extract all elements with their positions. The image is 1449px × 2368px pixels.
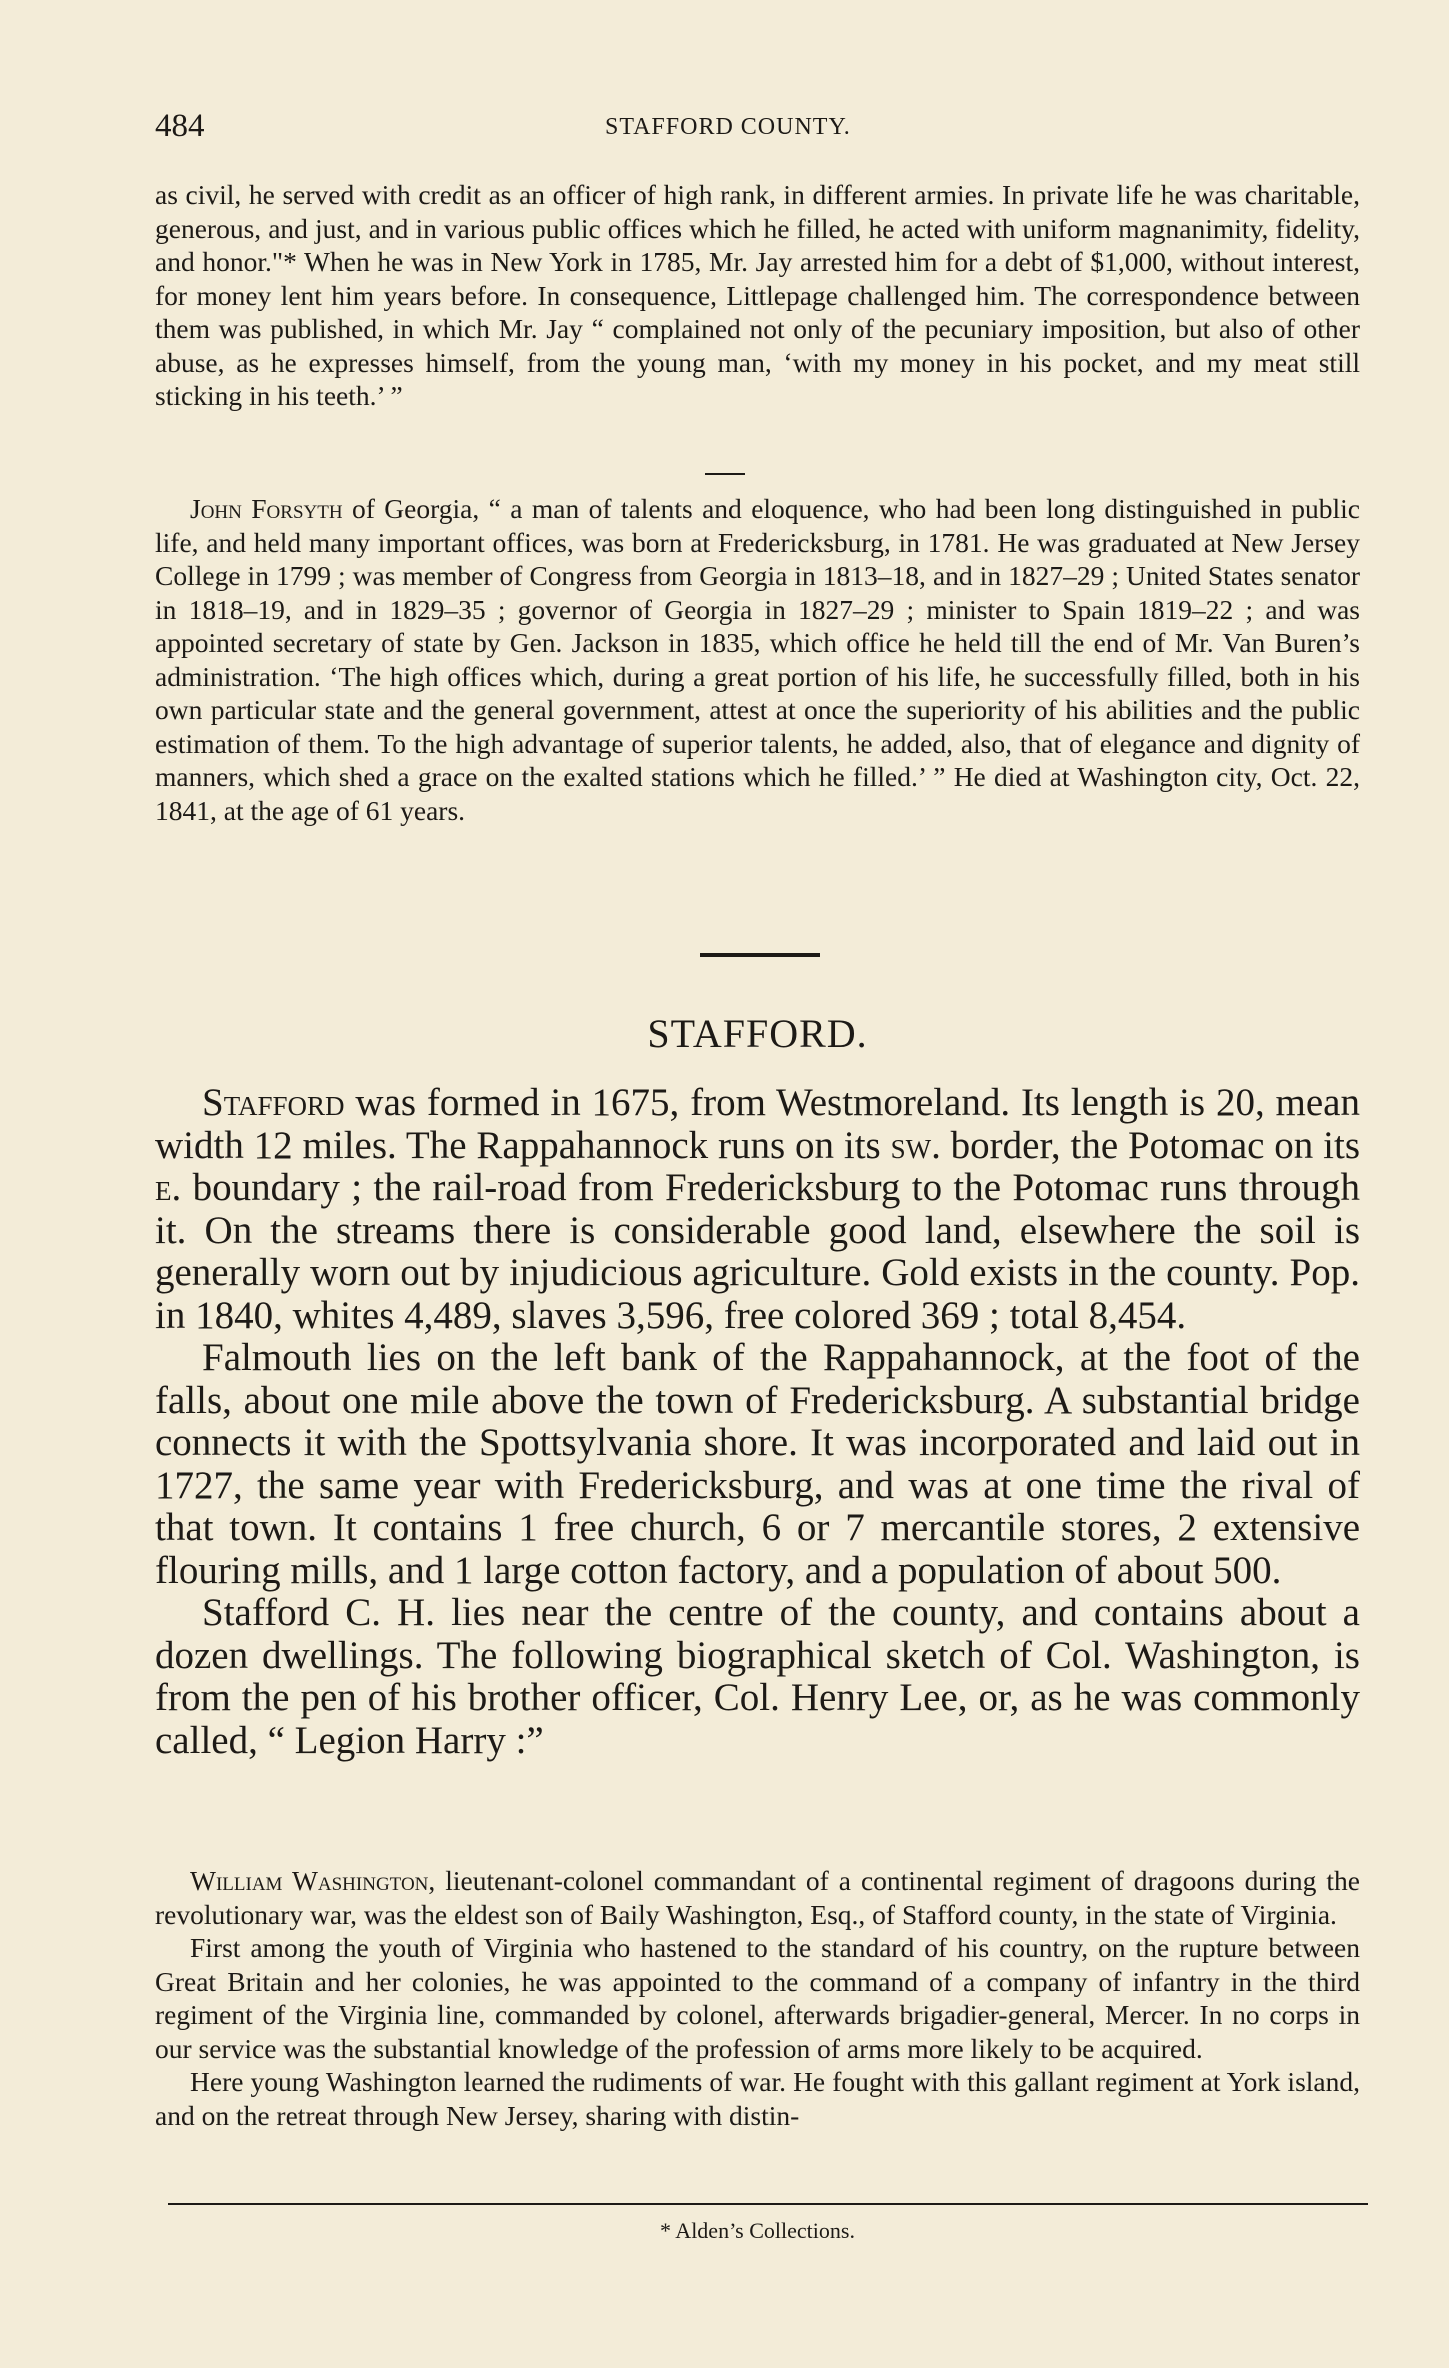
stafford-p1-a: was formed in 1675, from Westmoreland. Its length is 20, mean width 12 miles. The Rappahannock runs on its — [155, 1081, 1360, 1167]
stafford-description — [155, 1082, 1360, 1762]
washington-p1: lieutenant-colonel commandant of a continental regiment of dragoons during the revolutionary war, was the eldest son of Baily Washington, Esq., of Stafford county, in the state of Virginia. — [155, 1865, 1360, 1930]
footnote-rule — [168, 2203, 1368, 2205]
short-divider — [705, 473, 745, 475]
forsyth-body: of Georgia, “ a man of talents and eloquence, who had been long distinguished in public life, and held many important offices, was born at Fredericksburg, in 1781. He was graduated at New Jersey College in 1799 ; was member of Congress from Georgia in 1813–18, and in 1827–29 ; United States senator in 1818–19, and in 1829–35 ; governor of Georgia in 1827–29 ; minister to Spain 1819–22 ; and was appointed secretary of state by Gen. Jackson in 1835, which office he held till the end of Mr. Van Buren’s administration. ‘The high offices which, during a great portion of his life, he successfully filled, both in his own particular state and the general government, attest at once the superiority of his abilities and the public estimation of them. To the high advantage of superior talents, he added, also, that of elegance and dignity of manners, which shed a grace on the exalted stations which he filled.’ ” He died at Washington city, Oct. 22, 1841, at the age of 61 years. — [155, 493, 1361, 826]
washington-name: William Washington, — [190, 1865, 436, 1896]
direction-sw: sw. — [890, 1123, 941, 1167]
page-number: 484 — [155, 108, 205, 144]
washington-sketch — [155, 1864, 1360, 2132]
section-title: STAFFORD. — [647, 1011, 868, 1056]
running-title: STAFFORD COUNTY. — [605, 114, 851, 140]
continued-paragraph-text: as civil, he served with credit as an officer of high rank, in different armies. In private life he was charitable, generous, and just, and in various public offices which he filled, he acted with uniform magnanimity, fidelity, and honor."* When he was in New York in 1785, Mr. Jay arrested him for a debt of $1,000, without interest, for money lent him years before. In consequence, Littlepage challenged him. The correspondence between them was published, in which Mr. Jay “ complained not only of the pecuniary imposition, but also of other abuse, as he expresses himself, from the young man, ‘with my money in his pocket, and my meat still sticking in his teeth.’ ” — [155, 179, 1360, 411]
forsyth-name: John Forsyth — [190, 493, 343, 524]
forsyth-text — [155, 492, 1360, 827]
page-header — [155, 108, 1367, 148]
stafford-paragraph-1 — [155, 1082, 1360, 1337]
washington-paragraph-1 — [155, 1864, 1360, 1931]
section-divider — [700, 953, 820, 957]
stafford-p1-c: boundary ; the rail-road from Fredericksburg to the Potomac runs through it. On the streams there is considerable good land, elsewhere the soil is generally worn out by injudicious agriculture. Gold exists in the county. Pop. in 1840, whites 4,489, slaves 3,596, free colored 369 ; total 8,454. — [155, 1166, 1360, 1337]
forsyth-paragraph — [155, 492, 1360, 827]
washington-paragraph-3: Here young Washington learned the rudiments of war. He fought with this gallant regiment at York island, and on the retreat through New Jersey, sharing with distin- — [155, 2066, 1360, 2131]
courthouse-paragraph: Stafford C. H. lies near the centre of the county, and contains about a dozen dwellings. The following biographical sketch of Col. Washington, is from the pen of his brother officer, Col. Henry Lee, or, as he was commonly called, “ Legion Harry :” — [155, 1591, 1360, 1762]
direction-e: e. — [155, 1166, 182, 1209]
footnote: * Alden’s Collections. — [660, 2218, 855, 2243]
washington-paragraph-2: First among the youth of Virginia who hastened to the standard of his country, on the rupture between Great Britain and her colonies, he was appointed to the command of a company of infantry in the third regiment of the Virginia line, commanded by colonel, afterwards brigadier-general, Mercer. In no corps in our service was the substantial knowledge of the profession of arms more likely to be acquired. — [155, 1932, 1360, 2064]
stafford-p1-b: border, the Potomac on its — [940, 1123, 1360, 1167]
falmouth-paragraph: Falmouth lies on the left bank of the Rappahannock, at the foot of the falls, about one mile above the town of Fredericksburg. A substantial bridge connects it with the Spottsylvania shore. It was incorporated and laid out in 1727, the same year with Fredericksburg, and was at one time the rival of that town. It contains 1 free church, 6 or 7 mercantile stores, 2 extensive flouring mills, and 1 large cotton factory, and a population of about 500. — [155, 1336, 1360, 1592]
continued-paragraph — [155, 178, 1360, 413]
stafford-lead: Stafford — [202, 1081, 345, 1124]
